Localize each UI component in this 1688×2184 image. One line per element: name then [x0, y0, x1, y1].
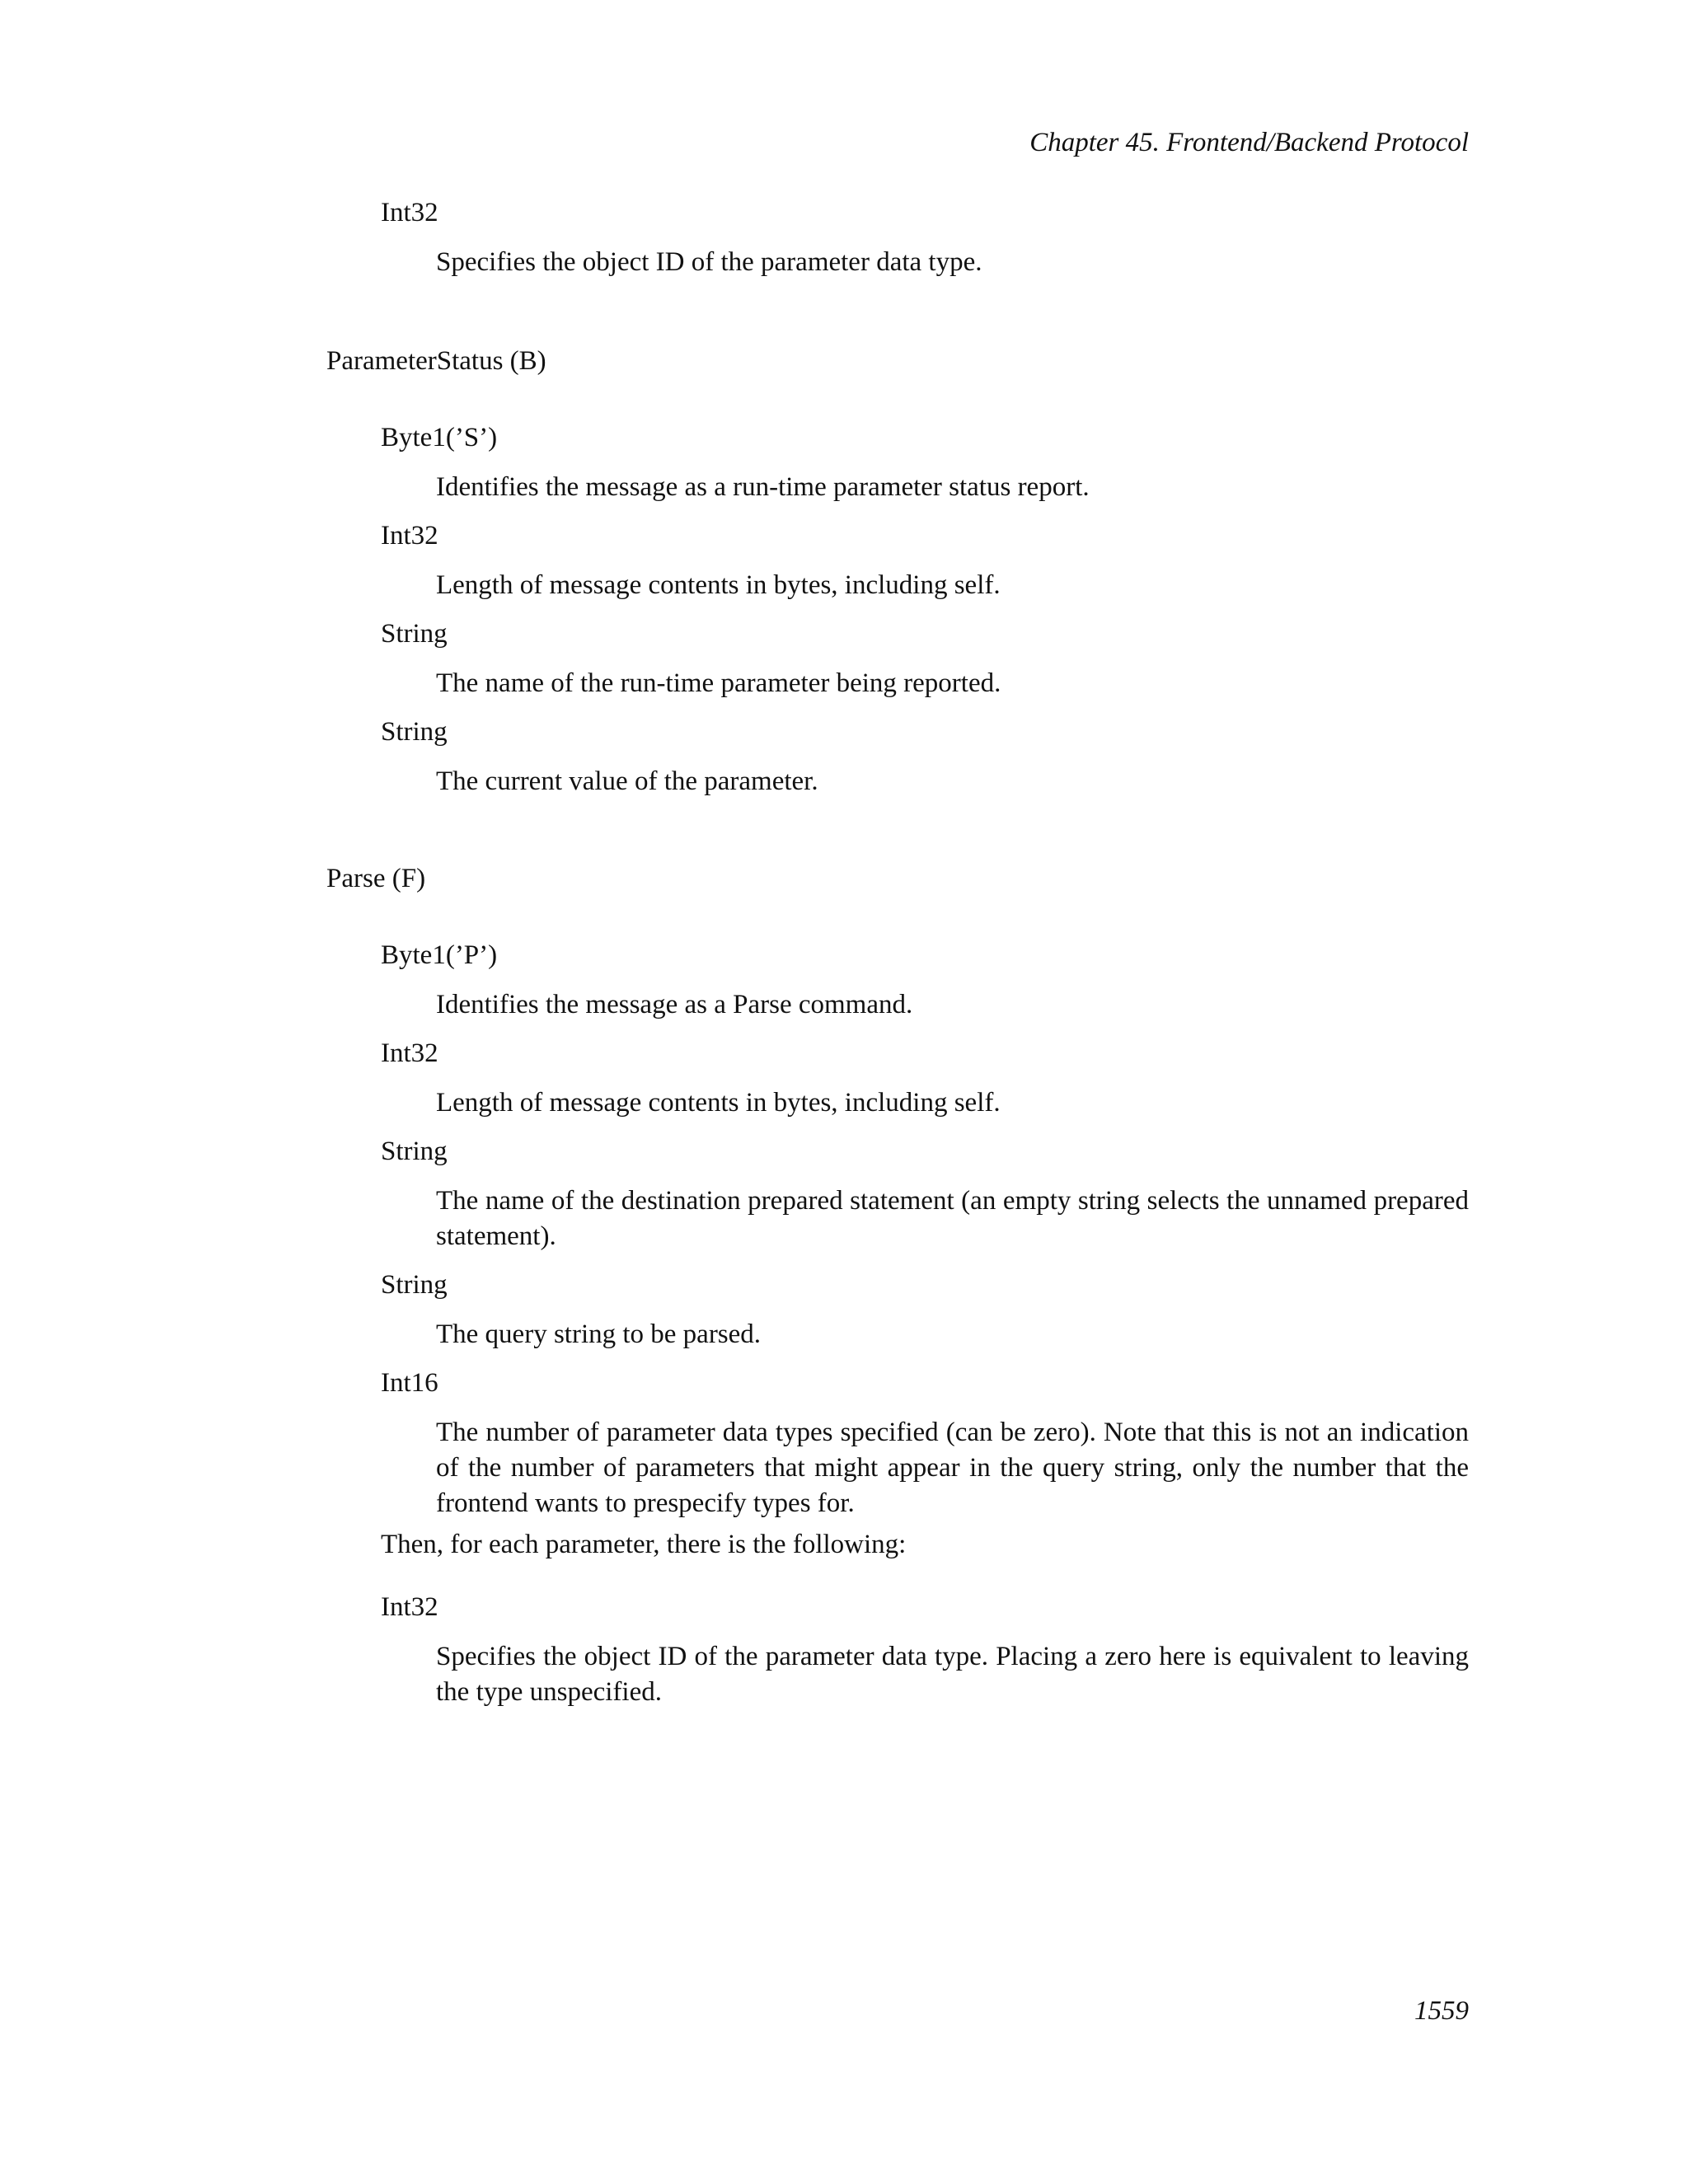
- field-description: Identifies the message as a run-time parameter status report.: [436, 472, 1090, 502]
- field-type: Int32: [381, 1592, 438, 1622]
- field-description: Length of message contents in bytes, including self.: [436, 570, 1001, 600]
- message-title-parse: Parse (F): [326, 864, 426, 893]
- field-type: Int32: [381, 521, 438, 551]
- field-description: The query string to be parsed.: [436, 1319, 762, 1349]
- repeat-note: Then, for each parameter, there is the following:: [381, 1530, 907, 1559]
- field-description: The name of the destination prepared statement (an empty string selects the unnamed prepared statement).: [436, 1186, 1469, 1251]
- field-type: String: [381, 1137, 448, 1166]
- field-type: Int16: [381, 1368, 438, 1398]
- field-type: Byte1(’P’): [381, 940, 498, 970]
- field-description: The name of the run-time parameter being reported.: [436, 668, 1001, 698]
- field-description: The current value of the parameter.: [436, 766, 818, 796]
- message-title-parameterstatus: ParameterStatus (B): [326, 346, 546, 376]
- field-description: Length of message contents in bytes, including self.: [436, 1088, 1001, 1118]
- field-description: Specifies the object ID of the parameter data type.: [436, 247, 982, 277]
- field-type: String: [381, 1270, 448, 1300]
- field-type: Int32: [381, 198, 438, 227]
- field-type: Byte1(’S’): [381, 423, 498, 452]
- field-type: String: [381, 717, 448, 747]
- field-description: The number of parameter data types specified (can be zero). Note that this is not an indication of the number of parameters that might appear in the query string, only the number that the frontend wants to prespecify types for.: [436, 1418, 1469, 1518]
- page-number: 1559: [1414, 1996, 1469, 2026]
- field-type: String: [381, 619, 448, 649]
- field-type: Int32: [381, 1038, 438, 1068]
- running-header: Chapter 45. Frontend/Backend Protocol: [1029, 128, 1469, 157]
- field-description: Specifies the object ID of the parameter data type. Placing a zero here is equivalent to leaving the type unspecified.: [436, 1642, 1469, 1707]
- field-description: Identifies the message as a Parse command.: [436, 990, 913, 1019]
